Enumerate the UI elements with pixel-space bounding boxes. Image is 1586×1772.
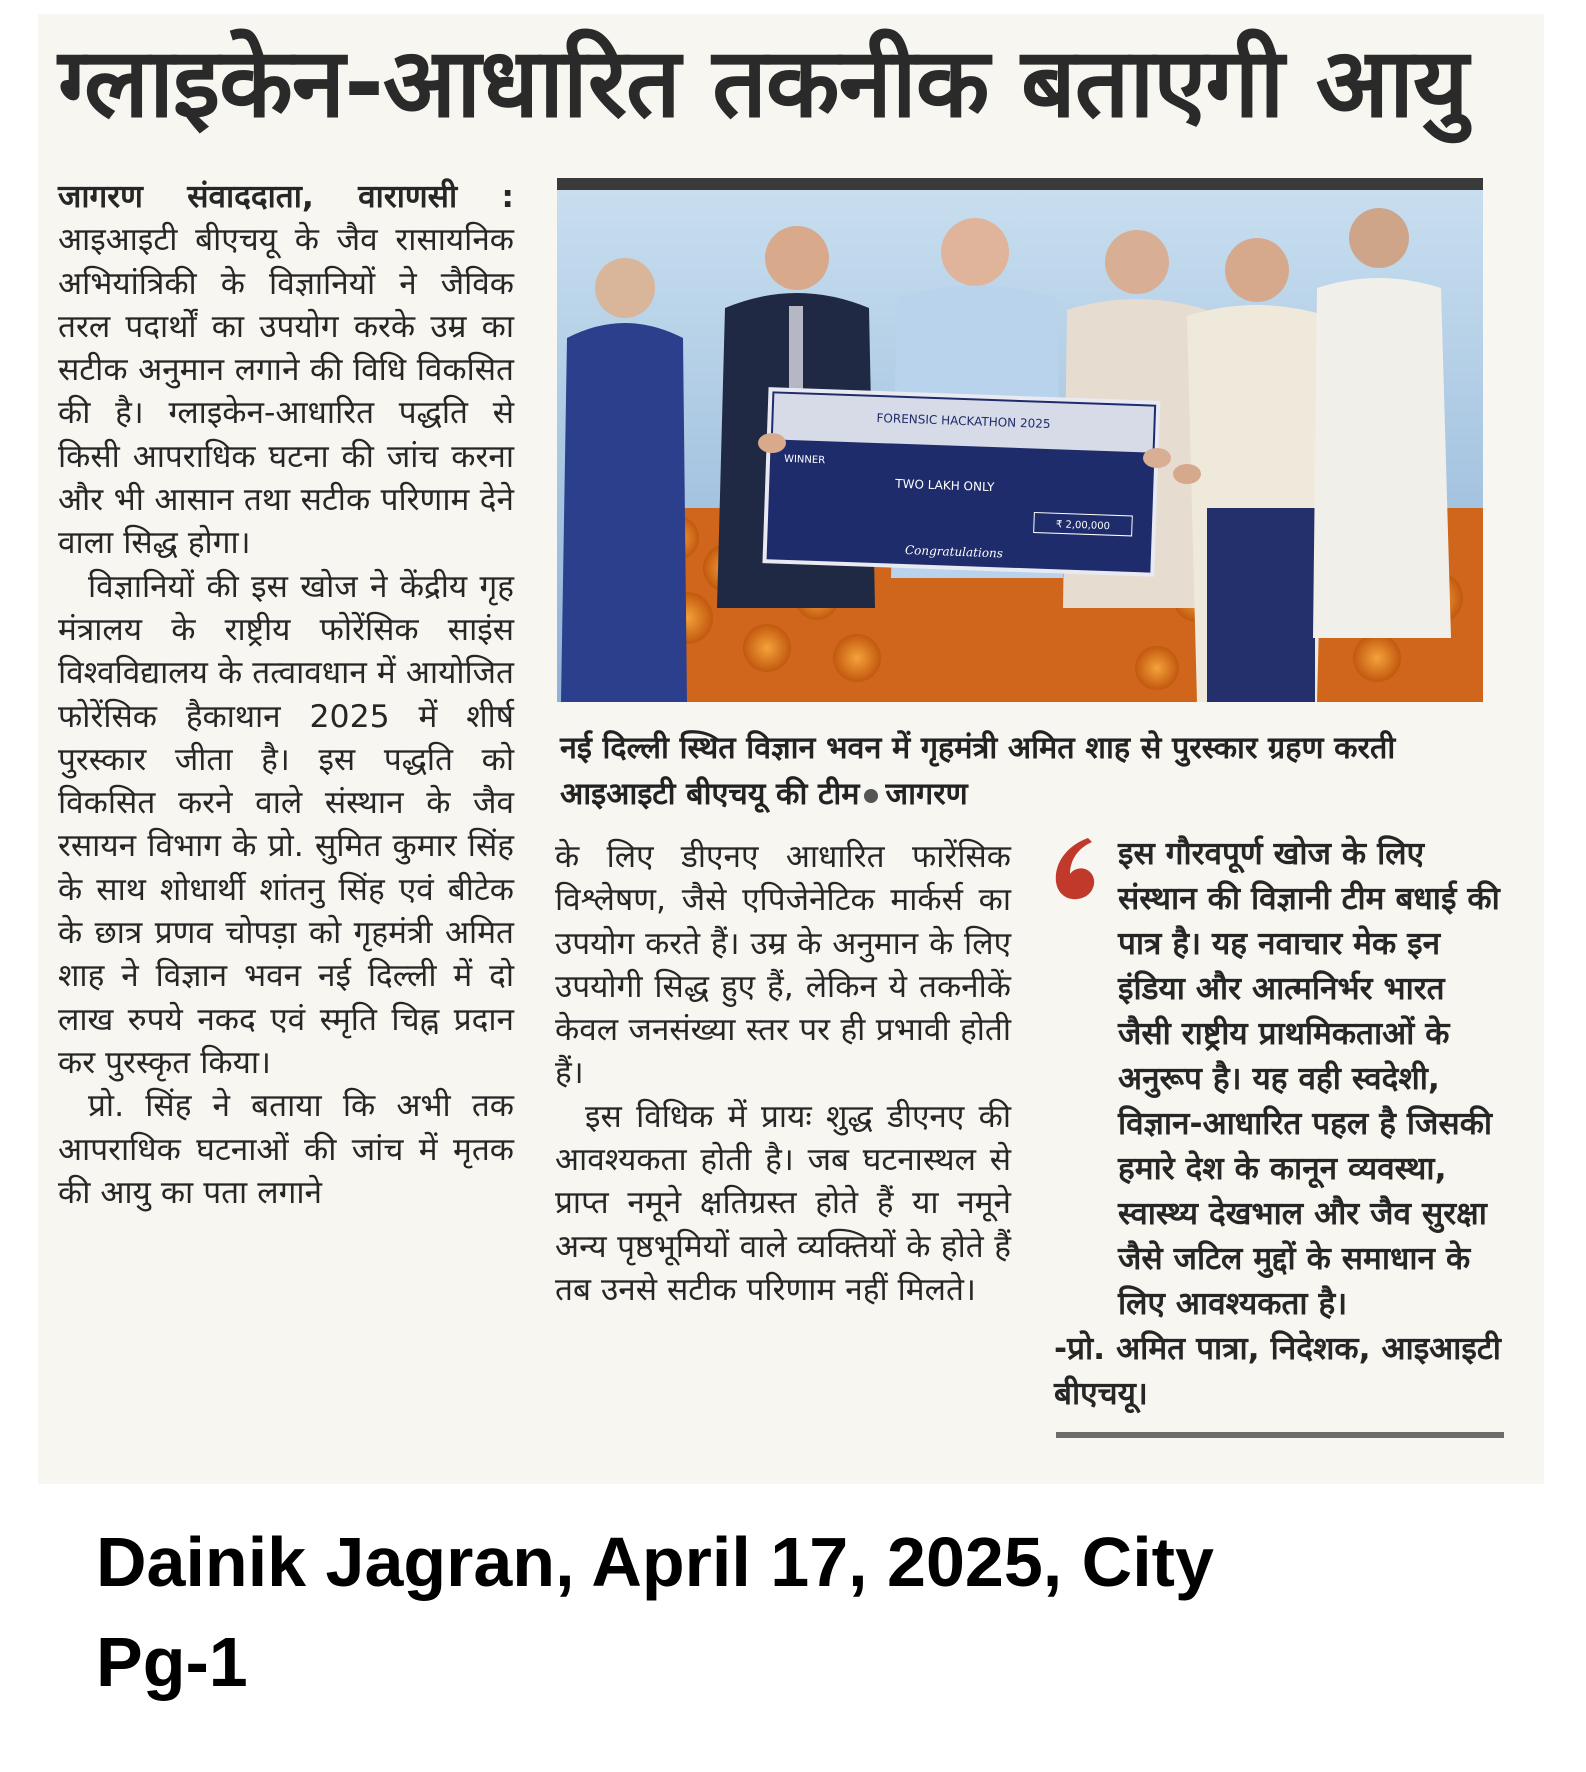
cheque-title: FORENSIC HACKATHON 2025 [876, 410, 1051, 432]
news-photo [557, 178, 1483, 702]
quote-attribution: -प्रो. अमित पात्रा, निदेशक, आइआइटी बीएचयू। [1054, 1331, 1501, 1412]
paragraph-1-text: आइआइटी बीएचयू के जैव रासायनिक अभियांत्रिकी के विज्ञानियों ने जैविक तरल पदार्थों का उपयोग करके उम्र का सटीक अनुमान लगाने की विधि विकसित की है। ग्लाइकेन-आधारित पद्धति से किसी आपराधिक घटना की जांच करना और भी आसान तथा सटीक परिणाम देने वाला सिद्ध होगा। [58, 222, 514, 562]
cheque-winner: WINNER [783, 453, 826, 467]
caption-credit: जागरण [885, 777, 968, 812]
cheque-amount-words: TWO LAKH ONLY [895, 476, 995, 495]
cheque-sign: Congratulations [904, 543, 1004, 561]
article-paragraph-1 [58, 176, 514, 566]
article-paragraph-2: विज्ञानियों की इस खोज ने केंद्रीय गृह मंत्रालय के राष्ट्रीय फोरेंसिक साइंस विश्वविद्यालय के तत्वावधान में आयोजित फोरेंसिक हैकाथान 2025 में शीर्ष पुरस्कार जीता है। इस पद्धति को विकसित करने वाले संस्थान के जैव रसायन विभाग के प्रो. सुमित कुमार सिंह के साथ शोधार्थी शांतनु सिंह एवं बीटेक के छात्र प्रणव चोपड़ा को गृहमंत्री अमित शाह ने विज्ञान भवन नई दिल्ली में दो लाख रुपये नकद एवं स्मृति चिह्न प्रदान कर पुरस्कृत किया। [58, 568, 514, 1081]
bullet-icon [864, 789, 878, 803]
headline: ग्लाइकेन-आधारित तकनीक बताएगी आयु [58, 27, 1468, 139]
photo-caption [560, 726, 1490, 818]
caption-text: नई दिल्ली स्थित विज्ञान भवन में गृहमंत्री अमित शाह से पुरस्कार ग्रहण करती आइआइटी बीएचयू की टीम [560, 731, 1396, 812]
quote-divider [1056, 1432, 1504, 1438]
source-line-2: Pg-1 [96, 1623, 248, 1701]
source-line-1: Dainik Jagran, April 17, 2025, City [96, 1523, 1214, 1601]
article-paragraph-3: प्रो. सिंह ने बताया कि अभी तक आपराधिक घटनाओं की जांच में मृतक की आयु का पता लगाने [58, 1088, 514, 1211]
pull-quote [1054, 832, 1504, 1417]
article-column-2 [555, 836, 1011, 1312]
byline: जागरण संवाददाता, वाराणसी : [58, 179, 514, 215]
article-paragraph-5: इस विधिक में प्रायः शुद्ध डीएनए की आवश्यकता होती है। जब घटनास्थल से प्राप्त नमूने क्षतिग्रस्त होते हैं या नमूने अन्य पृष्ठभूमियों वाले व्यक्तियों के होते हैं तब उनसे सटीक परिणाम नहीं मिलते। [555, 1098, 1011, 1308]
article-column-1 [58, 176, 514, 1215]
cheque-amount: ₹ 2,00,000 [1055, 519, 1111, 533]
quote-text: इस गौरवपूर्ण खोज के लिए संस्थान की विज्ञानी टीम बधाई की पात्र है। यह नवाचार मेक इन इंडिया और आत्मनिर्भर भारत जैसी राष्ट्रीय प्राथमिकताओं के अनुरूप है। यह वही स्वदेशी, विज्ञान-आधारित पहल है जिसकी हमारे देश के कानून व्यवस्था, स्वास्थ्य देखभाल और जैव सुरक्षा जैसे जटिल मुद्दों के समाधान के लिए आवश्यकता है। [1118, 836, 1500, 1322]
source-footer [96, 1512, 1396, 1712]
article-paragraph-4: के लिए डीएनए आधारित फारेंसिक विश्लेषण, जैसे एपिजेनेटिक मार्कर्स का उपयोग करते हैं। उम्र के अनुमान के लिए उपयोगी सिद्ध हुए हैं, लेकिन ये तकनीकें केवल जनसंख्या स्तर पर ही प्रभावी होती हैं। [555, 839, 1011, 1092]
